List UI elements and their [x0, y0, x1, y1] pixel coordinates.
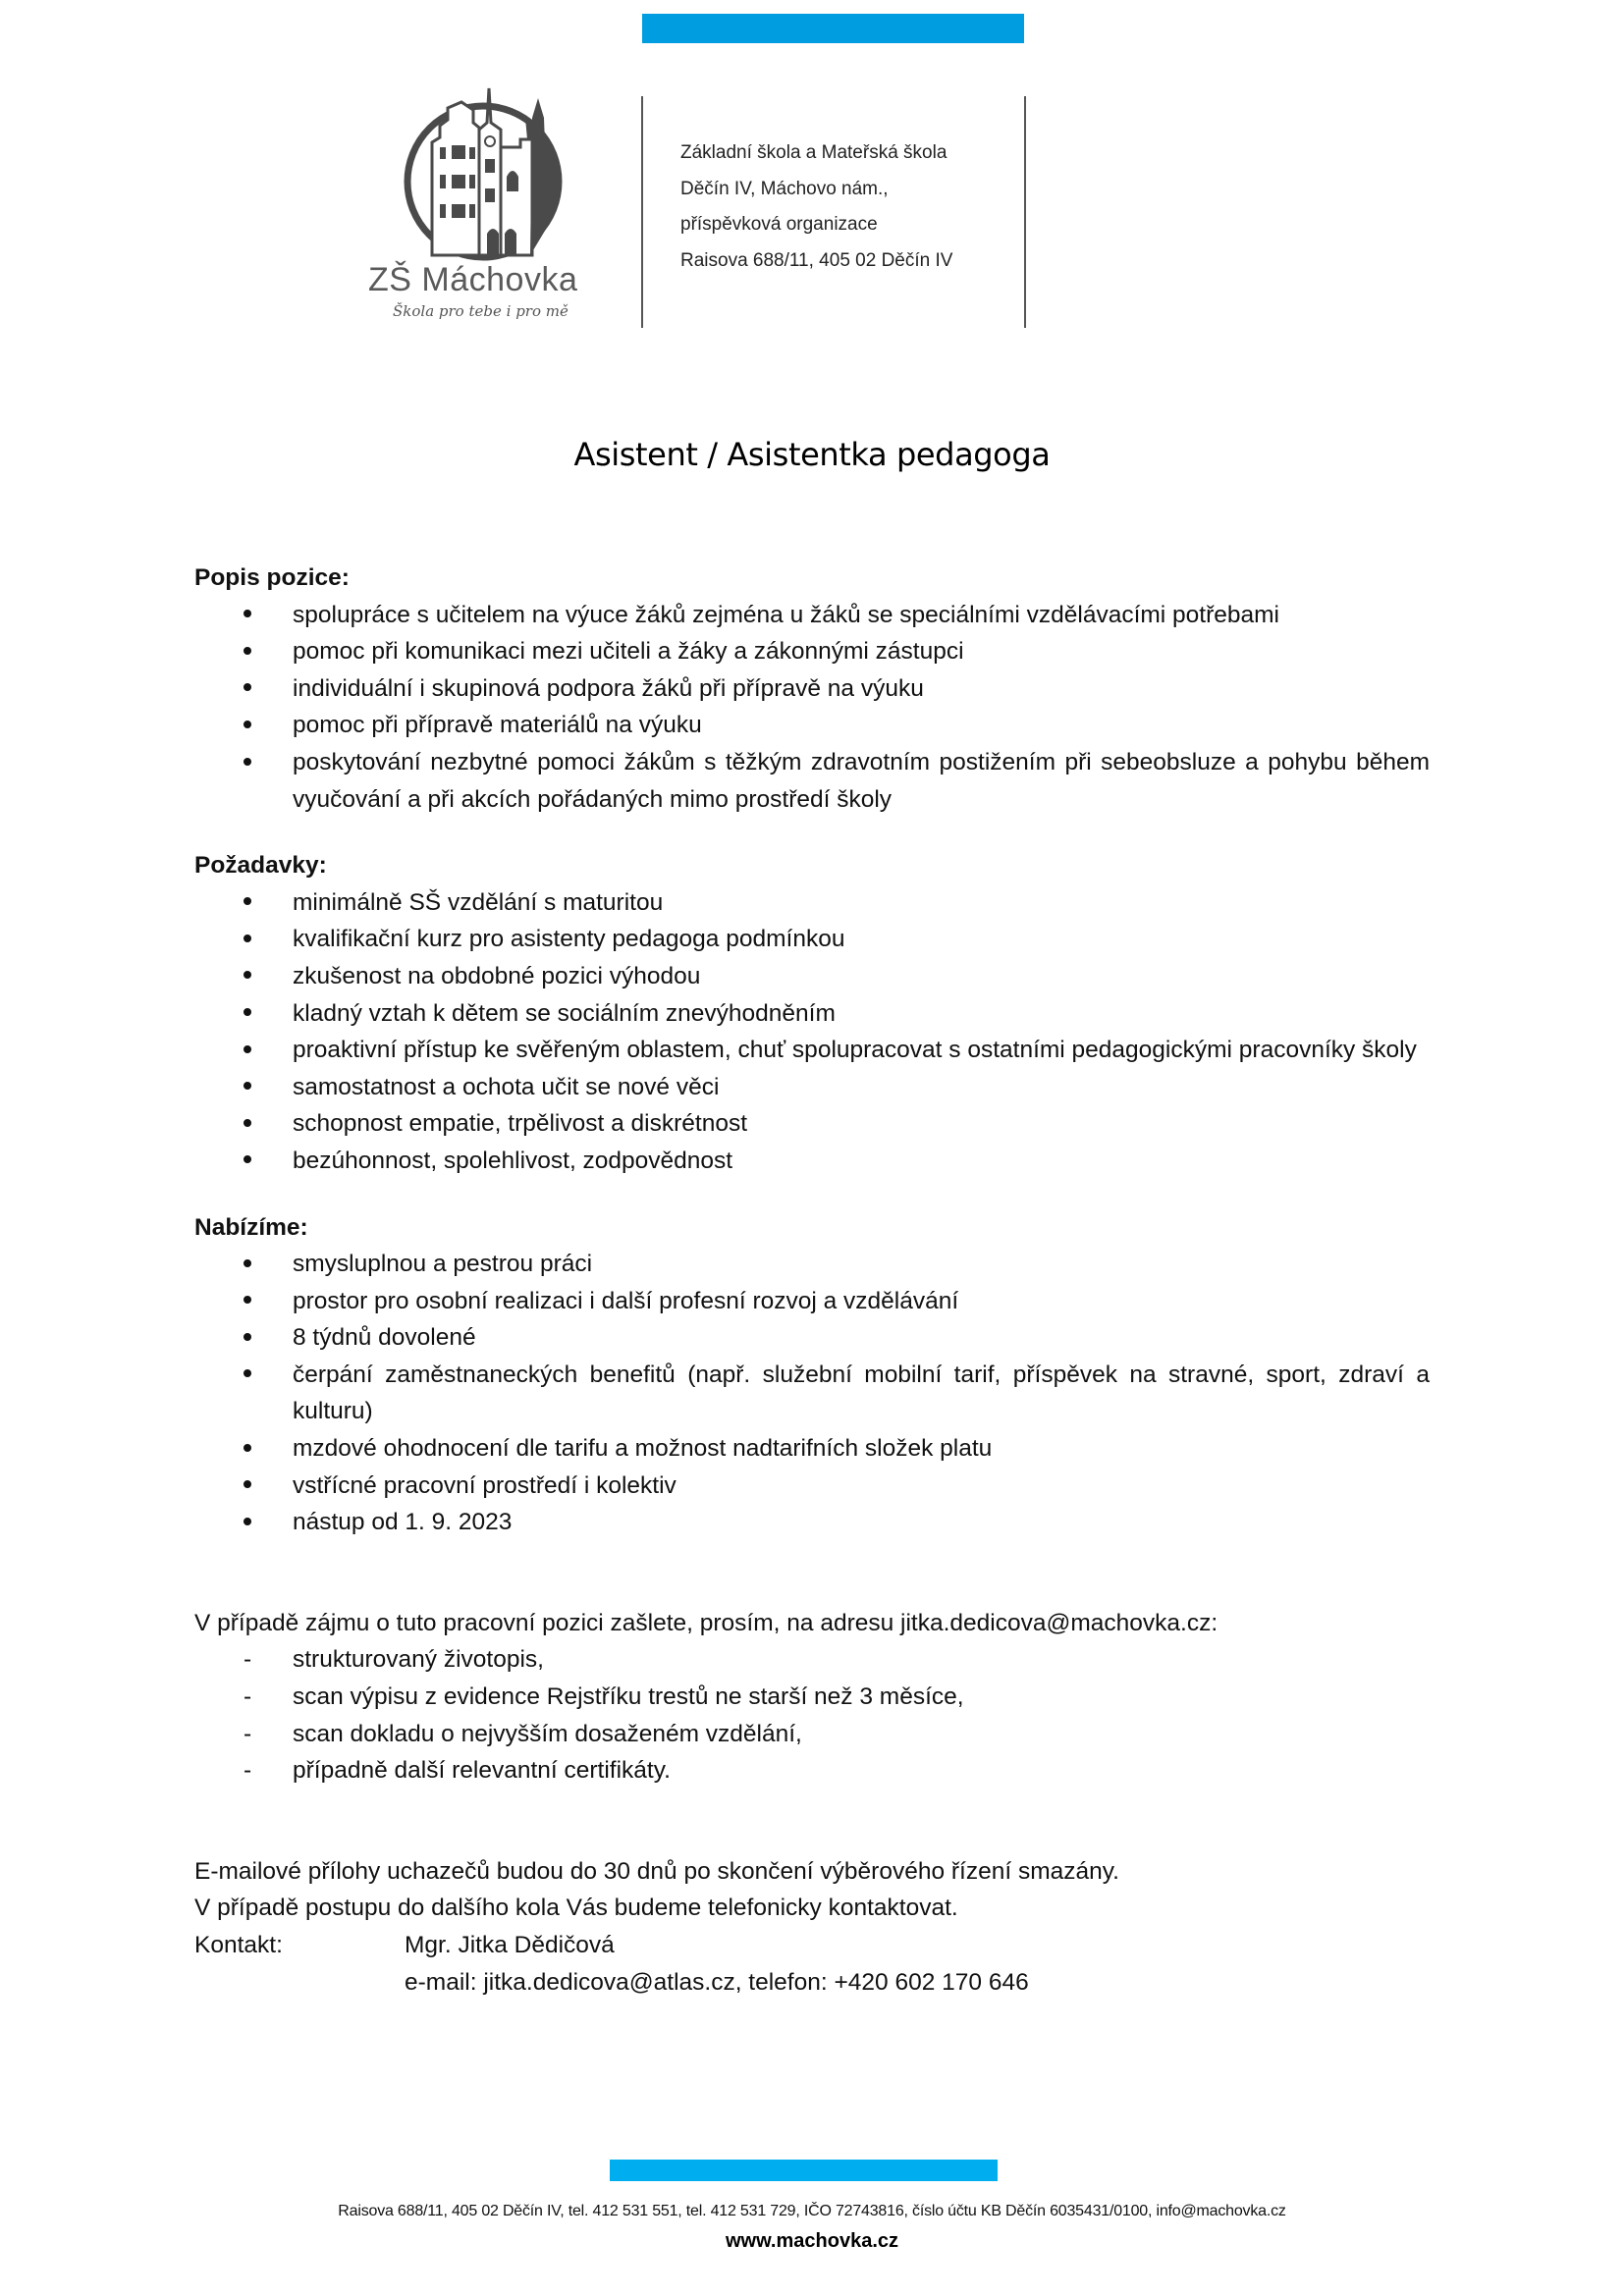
logo-tagline: Škola pro tebe i pro mě — [393, 302, 568, 320]
list-item: zkušenost na obdobné pozici výhodou — [194, 958, 1430, 995]
bullet-icon — [244, 1283, 263, 1320]
list-item: spolupráce s učitelem na výuce žáků zejména u žáků se speciálními vzdělávacími potřebami — [194, 597, 1430, 634]
section-heading-nabizime: Nabízíme: — [194, 1213, 308, 1241]
contact-name: Mgr. Jitka Dědičová — [405, 1932, 615, 1958]
header-divider-left — [641, 96, 643, 328]
bullet-icon — [244, 995, 263, 1033]
bullet-icon — [244, 1357, 263, 1394]
list-item: - scan dokladu o nejvyšším dosaženém vzdělání, — [194, 1716, 1430, 1753]
list-item: poskytování nezbytné pomoci žákům s těžkým zdravotním postižením při sebeobsluze a pohybu během vyučování a při akcích pořádaných mimo prostředí školy — [194, 744, 1430, 818]
section-heading-popis-pozice: Popis pozice: — [194, 564, 350, 591]
list-item: - strukturovaný životopis, — [194, 1641, 1430, 1679]
address-line: Základní škola a Mateřská škola — [680, 142, 947, 163]
bullet-icon — [244, 1319, 263, 1357]
list-item: samostatnost a ochota učit se nové věci — [194, 1069, 1430, 1106]
pozadavky-list — [194, 884, 1430, 1180]
list-item: čerpání zaměstnaneckých benefitů (např. služební mobilní tarif, příspěvek na stravné, sport, zdraví a kulturu) — [194, 1357, 1430, 1430]
footer-contact-line: Raisova 688/11, 405 02 Děčín IV, tel. 412 531 551, tel. 412 531 729, IČO 72743816, číslo účtu KB Děčín 6035431/0100, info@machovka.cz — [338, 2203, 1286, 2219]
bullet-icon — [244, 1143, 263, 1180]
dash-icon: - — [244, 1757, 252, 1785]
bullet-icon — [244, 633, 263, 670]
address-line: Děčín IV, Máchovo nám., — [680, 178, 889, 199]
bullet-icon — [244, 958, 263, 995]
address-line: Raisova 688/11, 405 02 Děčín IV — [680, 249, 953, 271]
contact-label: Kontakt: — [194, 1932, 283, 1958]
bullet-icon — [244, 597, 263, 634]
bullet-icon — [244, 1468, 263, 1505]
list-item: pomoc při přípravě materiálů na výuku — [194, 707, 1430, 744]
bullet-icon — [244, 1105, 263, 1143]
bullet-icon — [244, 1246, 263, 1283]
dash-icon: - — [244, 1683, 252, 1711]
job-posting-body — [194, 560, 1430, 2001]
nabizime-list — [194, 1246, 1430, 1541]
bullet-icon — [244, 1069, 263, 1106]
bottom-accent-bar — [610, 2160, 998, 2181]
bullet-icon — [244, 1430, 263, 1468]
list-item: smysluplnou a pestrou práci — [194, 1246, 1430, 1283]
popis-pozice-list — [194, 597, 1430, 819]
application-documents-list — [194, 1641, 1430, 1789]
bullet-icon — [244, 707, 263, 744]
list-item: vstřícné pracovní prostředí i kolektiv — [194, 1468, 1430, 1505]
school-address-block — [680, 141, 952, 285]
bullet-icon — [244, 670, 263, 708]
bullet-icon — [244, 921, 263, 958]
school-logo — [363, 69, 609, 334]
dash-icon: - — [244, 1720, 252, 1747]
list-item: bezúhonnost, spolehlivost, zodpovědnost — [194, 1143, 1430, 1180]
list-item: schopnost empatie, trpělivost a diskrétnost — [194, 1105, 1430, 1143]
list-item: pomoc při komunikaci mezi učiteli a žáky a zákonnými zástupci — [194, 633, 1430, 670]
list-item: proaktivní přístup ke svěřeným oblastem, chuť spolupracovat s ostatními pedagogickými pracovníky školy — [194, 1032, 1430, 1069]
footer-website-link[interactable]: www.machovka.cz — [726, 2230, 898, 2252]
list-item: - případně další relevantní certifikáty. — [194, 1752, 1430, 1789]
list-item: mzdové ohodnocení dle tarifu a možnost nadtarifních složek platu — [194, 1430, 1430, 1468]
contact-details: e-mail: jitka.dedicova@atlas.cz, telefon: +420 602 170 646 — [405, 1968, 1029, 1996]
list-item: individuální i skupinová podpora žáků při přípravě na výuku — [194, 670, 1430, 708]
list-item: kvalifikační kurz pro asistenty pedagoga podmínkou — [194, 921, 1430, 958]
bullet-icon — [244, 1032, 263, 1069]
logo-school-name: ZŠ Máchovka — [368, 261, 578, 298]
contact-row — [194, 1927, 1430, 1964]
application-intro: V případě zájmu o tuto pracovní pozici zašlete, prosím, na adresu jitka.dedicova@machovka.cz: — [194, 1609, 1218, 1636]
top-accent-bar — [642, 14, 1024, 43]
list-item: 8 týdnů dovolené — [194, 1319, 1430, 1357]
school-buildings-emblem-icon — [363, 69, 609, 265]
list-item: minimálně SŠ vzdělání s maturitou — [194, 884, 1430, 922]
list-item: - scan výpisu z evidence Rejstříku trestů ne starší než 3 měsíce, — [194, 1679, 1430, 1716]
bullet-icon — [244, 884, 263, 922]
page-title: Asistent / Asistentka pedagoga — [573, 436, 1051, 473]
list-item: nástup od 1. 9. 2023 — [194, 1504, 1430, 1541]
list-item: kladný vztah k dětem se sociálním znevýhodněním — [194, 995, 1430, 1033]
bullet-icon — [244, 744, 263, 781]
bullet-icon — [244, 1504, 263, 1541]
header-divider-right — [1024, 96, 1026, 328]
contact-details-row — [194, 1964, 1430, 2002]
note-attachments-deleted: E-mailové přílohy uchazečů budou do 30 dnů po skončení výběrového řízení smazány. — [194, 1857, 1119, 1885]
list-item: prostor pro osobní realizaci i další profesní rozvoj a vzdělávání — [194, 1283, 1430, 1320]
note-phone-contact: V případě postupu do dalšího kola Vás budeme telefonicky kontaktovat. — [194, 1895, 958, 1922]
dash-icon: - — [244, 1646, 252, 1674]
address-line: příspěvková organizace — [680, 214, 878, 235]
section-heading-pozadavky: Požadavky: — [194, 852, 327, 880]
